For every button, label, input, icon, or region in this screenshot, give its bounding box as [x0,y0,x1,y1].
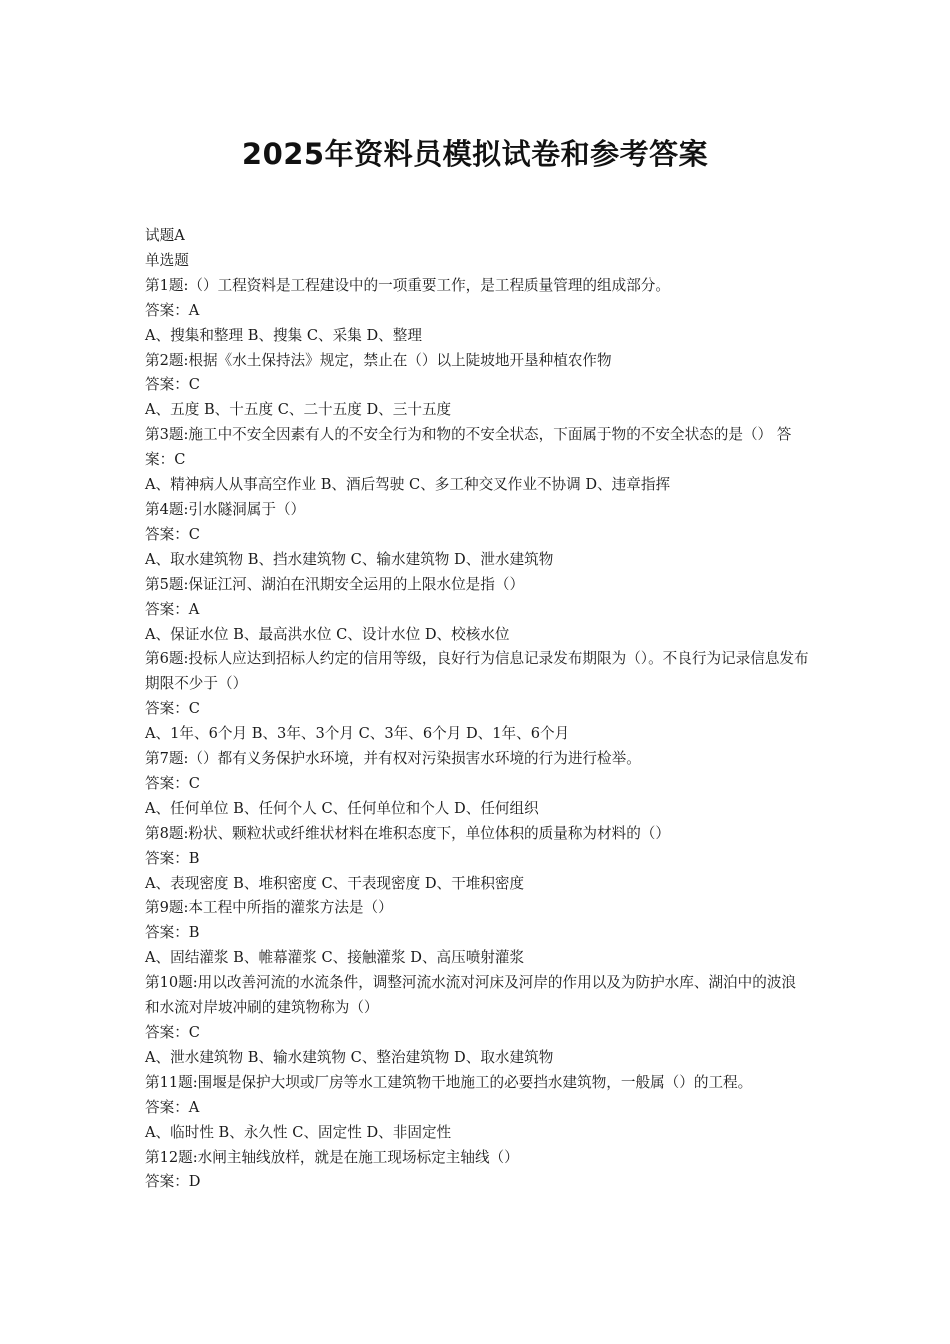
options-line: A、泄水建筑物 B、输水建筑物 C、整治建筑物 D、取水建筑物 [145,1048,554,1066]
section-label: 试题A [145,227,185,244]
question-type-label: 单选题 [145,251,189,269]
options-line: A、保证水位 B、最高洪水位 C、设计水位 D、校核水位 [145,625,510,643]
answer-line: 答案：C [145,774,200,792]
answer-line: 答案：A [145,600,200,618]
document-title: 2025年资料员模拟试卷和参考答案 [241,137,709,171]
question-text: 第6题:投标人应达到招标人约定的信用等级，良好行为信息记录发布期限为（）。不良行为记录信息发布期限不少于（） [145,650,809,693]
options-line: A、搜集和整理 B、搜集 C、采集 D、整理 [145,326,422,344]
question-text: 第2题:根据《水土保持法》规定，禁止在（）以上陡坡地开垦种植农作物 [145,351,612,369]
answer-line: 答案：C [145,700,200,718]
options-line: A、精神病人从事高空作业 B、酒后驾驶 C、多工种交叉作业不协调 D、违章指挥 [145,476,671,494]
answer-line: 答案：C [145,525,200,543]
question-text: 第10题:用以改善河流的水流条件，调整河流水流对河床及河岸的作用以及为防护水库、湖泊中的波浪和水流对岸坡冲刷的建筑物称为（） [145,974,797,1017]
question-text: 第8题:粉状、颗粒状或纤维状材料在堆积态度下，单位体积的质量称为材料的（） [145,824,670,842]
document-body [145,224,810,1195]
question-text: 第4题:引水隧洞属于（） [145,500,306,518]
question-text: 第12题:水闸主轴线放样，就是在施工现场标定主轴线（） [145,1148,519,1166]
options-line: A、固结灌浆 B、帷幕灌浆 C、接触灌浆 D、高压喷射灌浆 [145,949,525,967]
answer-line: 答案：C [145,1024,200,1041]
options-line: A、任何单位 B、任何个人 C、任何单位和个人 D、任何组织 [145,799,539,817]
question-text: 第1题:（）工程资料是工程建设中的一项重要工作，是工程质量管理的组成部分。 [145,276,670,294]
answer-line: 答案：B [145,849,200,867]
question-text: 第7题:（）都有义务保护水环境，并有权对污染损害水环境的行为进行检举。 [145,750,641,768]
question-text: 第5题:保证江河、湖泊在汛期安全运用的上限水位是指（） [145,575,525,593]
options-line: A、1年、6个月 B、3年、3个月 C、3年、6个月 D、1年、6个月 [145,725,570,743]
question-text: 第11题:围堰是保护大坝或厂房等水工建筑物干地施工的必要挡水建筑物，一般属（）的工程。 [145,1073,753,1091]
answer-line: 答案：C [145,376,200,394]
options-line: A、五度 B、十五度 C、二十五度 D、三十五度 [145,401,452,419]
question-text: 第9题:本工程中所指的灌浆方法是（） [145,899,393,917]
answer-line: 答案：A [145,1098,200,1116]
options-line: A、取水建筑物 B、挡水建筑物 C、输水建筑物 D、泄水建筑物 [145,550,554,568]
answer-line: 答案：D [145,1173,201,1191]
answer-line: 答案：A [145,301,200,319]
options-line: A、表现密度 B、堆积密度 C、干表现密度 D、干堆积密度 [145,874,525,892]
answer-line: 答案：B [145,924,200,942]
options-line: A、临时性 B、永久性 C、固定性 D、非固定性 [145,1123,452,1141]
question-list [145,274,810,1196]
question-text: 第3题:施工中不安全因素有人的不安全行为和物的不安全状态，下面属于物的不安全状态的是（） 答案：C [145,426,792,469]
